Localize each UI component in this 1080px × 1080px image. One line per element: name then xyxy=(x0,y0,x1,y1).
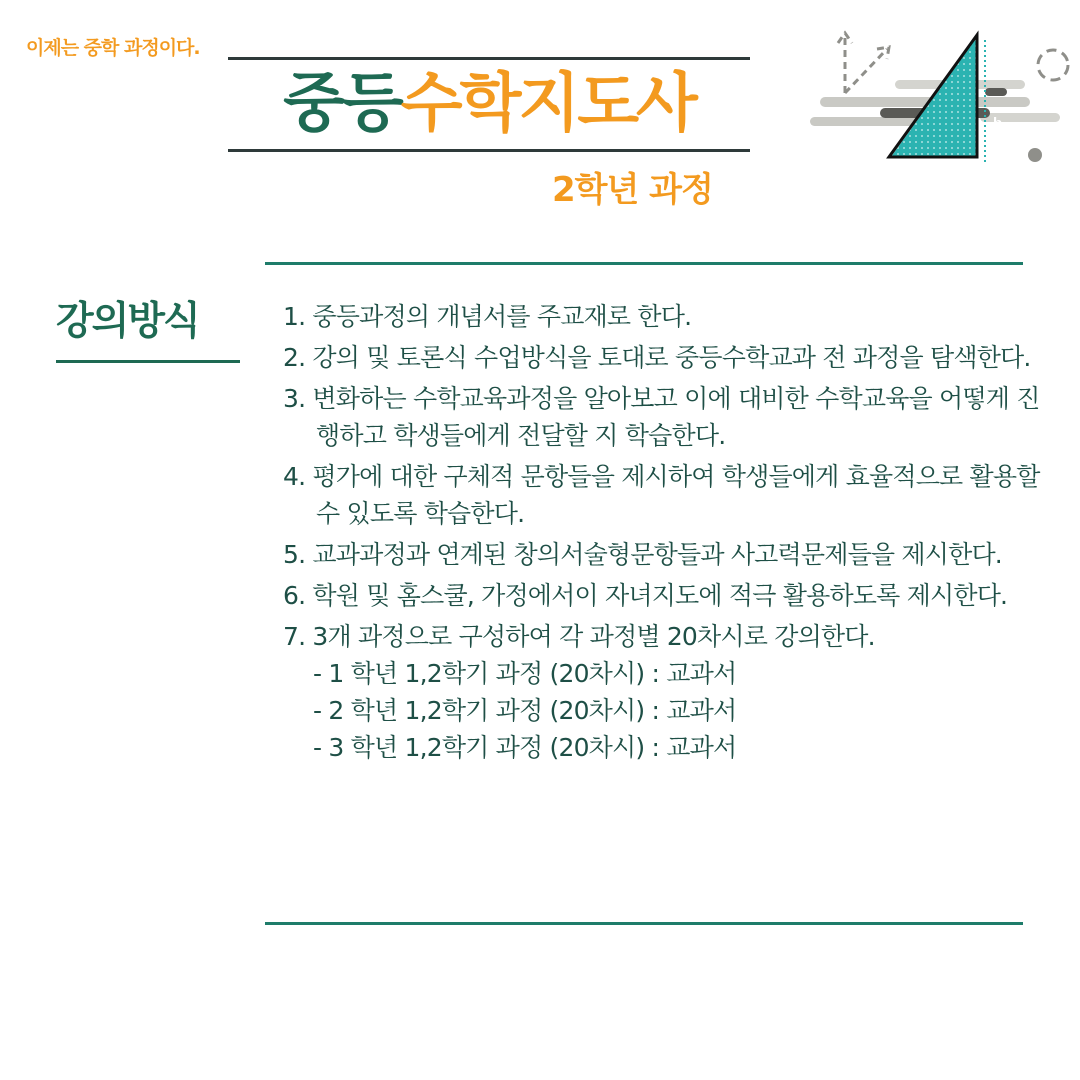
item-number: 6. xyxy=(283,581,306,610)
item-text: 학원 및 홈스쿨, 가정에서이 자녀지도에 적극 활용하도록 제시한다. xyxy=(312,581,1008,610)
item-text: 평가에 대한 구체적 문항들을 제시하여 학생들에게 효율적으로 활용할 수 있도록 학습한다. xyxy=(312,462,1040,528)
list-item xyxy=(283,618,1053,766)
list-item xyxy=(283,339,1053,376)
lecture-method-list xyxy=(283,298,1053,770)
item-number: 1. xyxy=(283,302,306,331)
side-label-b: b xyxy=(993,115,1003,132)
item-number: 3. xyxy=(283,384,306,413)
item-number: 4. xyxy=(283,462,306,491)
tagline: 이제는 중학 과정이다. xyxy=(26,37,200,59)
item-number: 2. xyxy=(283,343,306,372)
page-title xyxy=(228,62,750,146)
title-part-green: 중등 xyxy=(283,67,401,141)
item-text: 3개 과정으로 구성하여 각 과정별 20차시로 강의한다. xyxy=(312,622,875,651)
sub-list-item: - 3 학년 1,2학기 과정 (20차시) : 교과서 xyxy=(313,733,737,762)
list-item xyxy=(283,577,1053,614)
item-number: 5. xyxy=(283,540,306,569)
content-top-rule xyxy=(265,262,1023,265)
list-item xyxy=(283,536,1053,573)
page-subtitle: 2학년 과정 xyxy=(552,170,713,210)
item-number: 7. xyxy=(283,622,306,651)
title-top-rule xyxy=(228,57,750,60)
section-title-underline xyxy=(56,360,240,363)
list-item xyxy=(283,458,1053,532)
title-bottom-rule xyxy=(228,149,750,152)
content-bottom-rule xyxy=(265,922,1023,925)
math-triangle-illustration xyxy=(805,25,1070,175)
section-title: 강의방식 xyxy=(56,299,199,344)
list-item xyxy=(283,298,1053,335)
list-item xyxy=(283,380,1053,454)
item-text: 변화하는 수학교육과정을 알아보고 이에 대비한 수학교육을 어떻게 진행하고 학생들에게 전달할 지 학습한다. xyxy=(312,384,1040,450)
item-text: 강의 및 토론식 수업방식을 토대로 중등수학교과 전 과정을 탐색한다. xyxy=(312,343,1031,372)
course-sublist xyxy=(313,655,1053,766)
sub-list-item: - 2 학년 1,2학기 과정 (20차시) : 교과서 xyxy=(313,696,737,725)
title-part-orange: 수학지도사 xyxy=(400,67,695,141)
item-text: 교과과정과 연계된 창의서술형문항들과 사고력문제들을 제시한다. xyxy=(312,540,1002,569)
side-label-c: c xyxy=(911,84,920,101)
sub-list-item: - 1 학년 1,2학기 과정 (20차시) : 교과서 xyxy=(313,659,737,688)
item-text: 중등과정의 개념서를 주교재로 한다. xyxy=(312,302,692,331)
